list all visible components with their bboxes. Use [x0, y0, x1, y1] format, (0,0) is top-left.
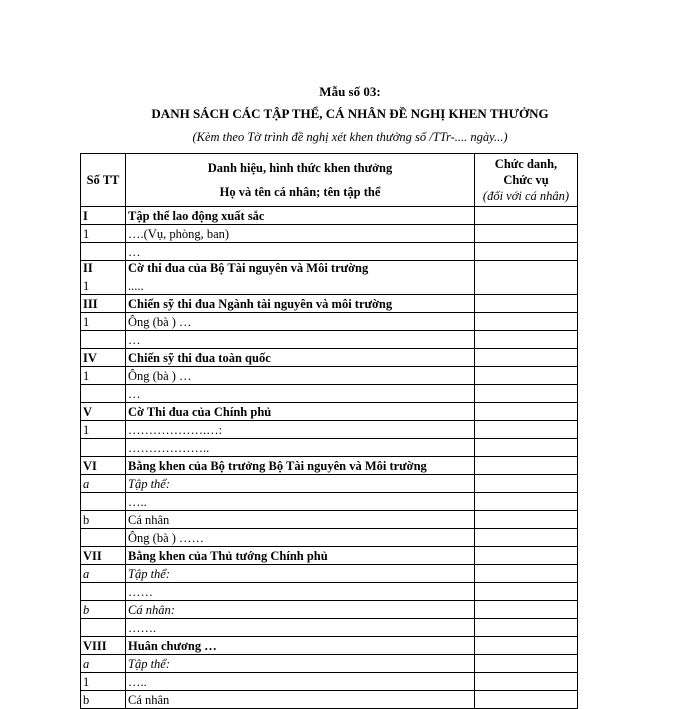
row-number-cell [81, 511, 126, 529]
row-name-cell [126, 601, 475, 619]
row-number: VIII [83, 638, 107, 653]
row-position-cell [475, 421, 578, 439]
table-row [81, 225, 578, 243]
form-number: Mẫu số 03: [319, 84, 381, 99]
row-name-cell [126, 565, 475, 583]
row-name-cell [126, 331, 475, 349]
row-position-cell [475, 385, 578, 403]
row-name: Cá nhân: [128, 602, 175, 617]
row-number-cell [81, 207, 126, 225]
row-number: a [83, 566, 90, 581]
row-number: V [83, 404, 93, 419]
row-number: III [83, 296, 98, 311]
table-header-row [81, 154, 578, 207]
row-name-cell [126, 367, 475, 385]
table-row [81, 529, 578, 547]
table-row [81, 619, 578, 637]
row-number: I [83, 208, 88, 223]
row-position-cell [475, 619, 578, 637]
row-name: Tập thể lao động xuất sắc [128, 208, 265, 223]
table-row [81, 403, 578, 421]
row-name: Bằng khen của Thủ tướng Chính phủ [128, 548, 328, 563]
row-name-cell [126, 439, 475, 457]
row-name: Tập thể: [128, 476, 171, 491]
document-title: DANH SÁCH CÁC TẬP THỂ, CÁ NHÂN ĐỀ NGHỊ KHEN THƯỞNG [151, 106, 549, 121]
row-name: Ông (bà ) … [128, 314, 192, 329]
row-number-cell [81, 565, 126, 583]
row-position-cell [475, 673, 578, 691]
row-name-cell [126, 385, 475, 403]
row-number-cell [81, 367, 126, 385]
row-number-cell [81, 385, 126, 403]
row-number-cell [81, 475, 126, 493]
row-number-cell [81, 439, 126, 457]
table-row [81, 439, 578, 457]
table-row [81, 475, 578, 493]
row-position-cell [475, 261, 578, 295]
header-cell-position [475, 154, 578, 207]
row-position-cell [475, 225, 578, 243]
row-number: 1 [83, 226, 90, 241]
row-name: Cờ thi đua của Bộ Tài nguyên và Môi trường [128, 261, 369, 275]
row-number: a [83, 476, 90, 491]
row-position-cell [475, 655, 578, 673]
row-name-cell [126, 313, 475, 331]
row-name-cell [126, 403, 475, 421]
row-name-cell [126, 207, 475, 225]
table-row [81, 331, 578, 349]
header-cell-no [81, 154, 126, 207]
row-name-cell [126, 349, 475, 367]
row-number-cell [81, 547, 126, 565]
row-name-cell [126, 243, 475, 261]
table-row [81, 673, 578, 691]
row-name-cell [126, 673, 475, 691]
row-number: VI [83, 458, 97, 473]
row-number-cell [81, 601, 126, 619]
table-row [81, 367, 578, 385]
row-name-cell [126, 493, 475, 511]
header-position-line2: Chức vụ [503, 173, 549, 187]
row-name: Huân chương … [128, 638, 217, 653]
row-name-cell [126, 511, 475, 529]
row-number-cell [81, 225, 126, 243]
row-number: II [83, 261, 93, 275]
row-position-cell [475, 583, 578, 601]
row-number: a [83, 656, 90, 671]
row-position-cell [475, 331, 578, 349]
table-row [81, 565, 578, 583]
row-name: … [128, 244, 141, 259]
row-name-cell [126, 529, 475, 547]
row-position-cell [475, 637, 578, 655]
row-number: 1 [83, 422, 90, 437]
row-name-cell [126, 225, 475, 243]
row-name: ….(Vụ, phòng, ban) [128, 226, 230, 241]
row-number-cell [81, 421, 126, 439]
header-position-line3: (đối với cá nhân) [482, 189, 570, 203]
row-name-cell [126, 637, 475, 655]
row-number-cell [81, 261, 126, 295]
row-number-cell [81, 243, 126, 261]
row-number: IV [83, 350, 97, 365]
row-number-sub: 1 [83, 279, 90, 293]
row-name: Tập thể: [128, 656, 171, 671]
row-number-cell [81, 349, 126, 367]
row-number-cell [81, 529, 126, 547]
table-row [81, 493, 578, 511]
header-cell-name [126, 154, 475, 207]
row-name: Ông (bà ) …… [128, 530, 205, 545]
header-no-label: Số TT [86, 173, 120, 187]
row-number: VII [83, 548, 102, 563]
row-position-cell [475, 243, 578, 261]
row-name: Cá nhân [128, 512, 170, 527]
row-number: b [83, 692, 90, 707]
row-name: ….. [128, 494, 147, 509]
document-subtitle: (Kèm theo Tờ trình đề nghị xét khen thưởng số /TTr-.... ngày...) [192, 130, 508, 144]
row-number-cell [81, 637, 126, 655]
row-name-cell [126, 421, 475, 439]
row-name: ….. [128, 674, 147, 689]
row-name: Tập thể: [128, 566, 171, 581]
table-row [81, 655, 578, 673]
row-name-cell [126, 655, 475, 673]
row-number: b [83, 602, 90, 617]
row-position-cell [475, 475, 578, 493]
row-position-cell [475, 457, 578, 475]
row-position-cell [475, 439, 578, 457]
row-name-cell [126, 261, 475, 295]
row-name: …… [128, 584, 153, 599]
table-row [81, 511, 578, 529]
row-position-cell [475, 511, 578, 529]
row-name: Cá nhân [128, 692, 170, 707]
row-name: … [128, 332, 141, 347]
table-row [81, 313, 578, 331]
row-name: ……………….…: [128, 422, 223, 437]
row-position-cell [475, 367, 578, 385]
row-number-cell [81, 403, 126, 421]
row-number-cell [81, 583, 126, 601]
row-position-cell [475, 565, 578, 583]
row-position-cell [475, 601, 578, 619]
row-number-cell [81, 493, 126, 511]
row-number-cell [81, 619, 126, 637]
table-row [81, 385, 578, 403]
row-position-cell [475, 403, 578, 421]
row-name: … [128, 386, 141, 401]
table-row [81, 637, 578, 655]
header-name-line1: Danh hiệu, hình thức khen thưởng [207, 161, 393, 175]
header-position-line1: Chức danh, [494, 157, 558, 171]
row-number-cell [81, 457, 126, 475]
row-position-cell [475, 349, 578, 367]
table-row [81, 243, 578, 261]
table-row [81, 349, 578, 367]
row-position-cell [475, 547, 578, 565]
row-name-sub: ..... [128, 279, 144, 293]
table-body [81, 207, 578, 709]
table-row [81, 457, 578, 475]
row-name-cell [126, 583, 475, 601]
row-position-cell [475, 295, 578, 313]
row-position-cell [475, 493, 578, 511]
row-number: 1 [83, 368, 90, 383]
row-position-cell [475, 529, 578, 547]
nomination-table [80, 153, 578, 709]
row-number-cell [81, 331, 126, 349]
row-number: 1 [83, 674, 90, 689]
row-name: Cờ Thi đua của Chính phủ [128, 404, 272, 419]
row-name: Ông (bà ) … [128, 368, 192, 383]
table-row [81, 583, 578, 601]
row-position-cell [475, 313, 578, 331]
row-name: Chiến sỹ thi đua Ngành tài nguyên và môi trường [128, 296, 393, 311]
row-number-cell [81, 313, 126, 331]
row-position-cell [475, 207, 578, 225]
row-number-cell [81, 655, 126, 673]
table-row [81, 261, 578, 295]
row-name-cell [126, 475, 475, 493]
table-row [81, 207, 578, 225]
row-name-cell [126, 295, 475, 313]
row-name: Bằng khen của Bộ trưởng Bộ Tài nguyên và Môi trường [128, 458, 427, 473]
row-name: Chiến sỹ thi đua toàn quốc [128, 350, 271, 365]
row-name-cell [126, 619, 475, 637]
header-name-line2: Họ và tên cá nhân; tên tập thể [219, 185, 381, 199]
row-name-cell [126, 547, 475, 565]
row-name: ……………….. [128, 440, 210, 455]
row-name-cell [126, 457, 475, 475]
row-name: ……. [128, 620, 157, 635]
row-number: b [83, 512, 90, 527]
table-row [81, 601, 578, 619]
row-number-cell [81, 673, 126, 691]
table-row [81, 295, 578, 313]
row-number-cell [81, 295, 126, 313]
table-row [81, 421, 578, 439]
table-row [81, 547, 578, 565]
row-number: 1 [83, 314, 90, 329]
